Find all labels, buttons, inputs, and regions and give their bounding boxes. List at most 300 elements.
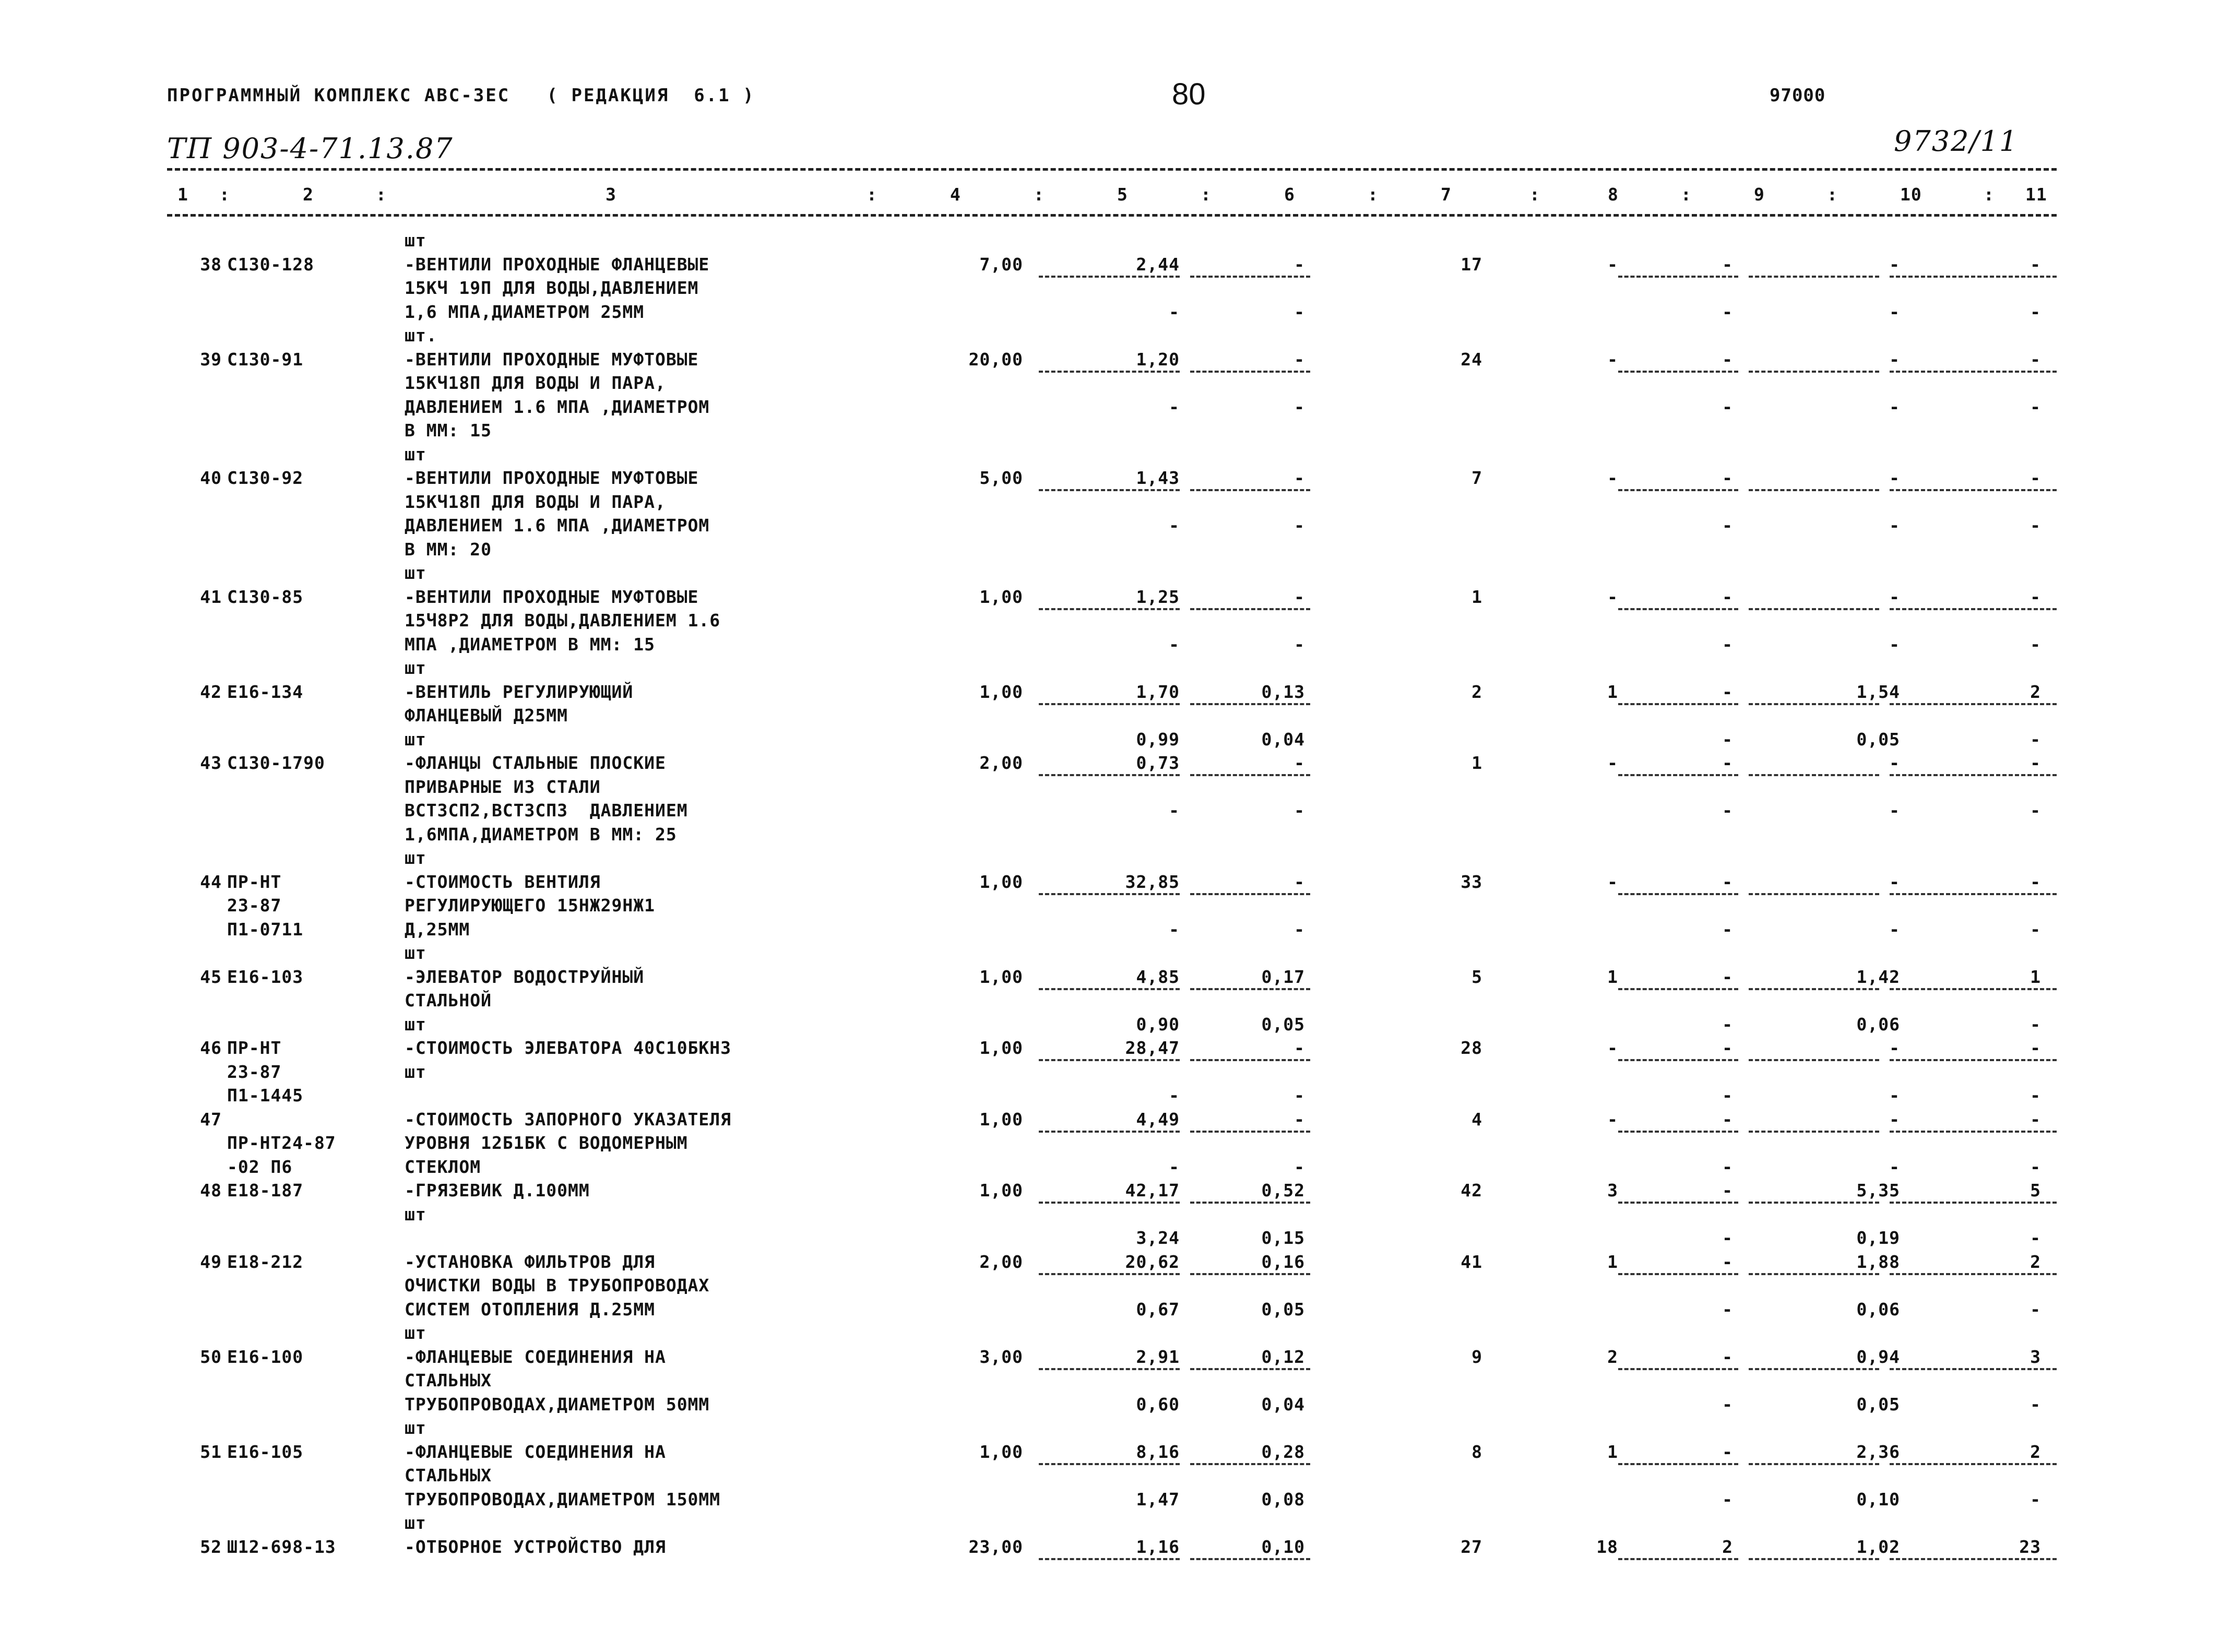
cell-c6: 0,05 xyxy=(1261,1014,1305,1035)
cell-c5: 42,17 xyxy=(1125,1180,1180,1201)
value-separator xyxy=(1190,371,1310,373)
cell-c9: - xyxy=(1722,1299,1733,1320)
cell-c11: - xyxy=(2030,1228,2041,1248)
cell-c9: - xyxy=(1722,1394,1733,1415)
value-separator xyxy=(1039,371,1180,373)
cell-text: -ФЛАНЦЕВЫЕ СОЕДИНЕНИЯ НА xyxy=(405,1441,666,1462)
cell-c10: 1,42 xyxy=(1856,966,1900,987)
cell-c9: - xyxy=(1722,515,1733,536)
value-separator xyxy=(1039,608,1180,610)
cell-text: 15КЧ18П ДЛЯ ВОДЫ И ПАРА, xyxy=(405,373,666,393)
cell-c8: - xyxy=(1607,586,1618,607)
stamp-number: 97000 xyxy=(1770,85,1826,106)
cell-c7: 2 xyxy=(1472,681,1482,702)
cell-c6: 0,52 xyxy=(1261,1180,1305,1201)
cell-c4: 1,00 xyxy=(979,586,1023,607)
value-separator xyxy=(1618,1368,1738,1370)
cell-c5: 1,16 xyxy=(1136,1536,1180,1557)
cell-c8: - xyxy=(1607,254,1618,275)
cell-c4: 1,00 xyxy=(979,1180,1023,1201)
value-separator xyxy=(1618,1059,1738,1061)
cell-c7: 41 xyxy=(1461,1251,1482,1272)
cell-c5: 28,47 xyxy=(1125,1038,1180,1058)
value-separator xyxy=(1890,1368,2057,1370)
cell-code: Е18-212 xyxy=(227,1251,304,1272)
cell-c6: 0,28 xyxy=(1261,1441,1305,1462)
cell-c11: - xyxy=(2030,1394,2041,1415)
column-header-cell: 4 xyxy=(950,184,961,205)
cell-text: -ВЕНТИЛИ ПРОХОДНЫЕ МУФТОВЫЕ xyxy=(405,468,699,488)
value-separator xyxy=(1890,1202,2057,1204)
cell-c5: - xyxy=(1169,634,1180,655)
cell-c11: - xyxy=(2030,753,2041,773)
cell-c10: 2,36 xyxy=(1856,1441,1900,1462)
cell-c6: - xyxy=(1294,349,1305,370)
value-separator xyxy=(1039,489,1180,491)
cell-text: ВСТЗСП2,ВСТЗСПЗ ДАВЛЕНИЕМ xyxy=(405,800,688,821)
cell-c9: - xyxy=(1722,729,1733,750)
cell-text: шт xyxy=(405,563,426,583)
value-separator xyxy=(1890,988,2057,990)
cell-n: 42 xyxy=(200,681,222,702)
column-header-cell: 11 xyxy=(2025,184,2047,205)
cell-c10: - xyxy=(1889,753,1900,773)
cell-c5: 32,85 xyxy=(1125,871,1180,892)
cell-c11: - xyxy=(2030,1038,2041,1058)
cell-text: УРОВНЯ 12Б1БК С ВОДОМЕРНЫМ xyxy=(405,1133,688,1153)
cell-text: ПРИВАРНЫЕ ИЗ СТАЛИ xyxy=(405,776,601,797)
cell-c5: - xyxy=(1169,515,1180,536)
cell-text: -УСТАНОВКА ФИЛЬТРОВ ДЛЯ xyxy=(405,1251,655,1272)
value-separator xyxy=(1749,371,1879,373)
cell-c11: - xyxy=(2030,800,2041,821)
cell-c7: 33 xyxy=(1461,871,1482,892)
cell-c11: - xyxy=(2030,586,2041,607)
cell-c10: 0,05 xyxy=(1856,1394,1900,1415)
cell-c7: 4 xyxy=(1472,1109,1482,1130)
column-header-cell: : xyxy=(376,184,387,205)
cell-text: СИСТЕМ ОТОПЛЕНИЯ Д.25ММ xyxy=(405,1299,655,1320)
cell-c4: 2,00 xyxy=(979,753,1023,773)
value-separator xyxy=(1749,988,1879,990)
cell-c10: - xyxy=(1889,468,1900,488)
cell-text: 15Ч8Р2 ДЛЯ ВОДЫ,ДАВЛЕНИЕМ 1.6 xyxy=(405,610,721,631)
cell-n: 48 xyxy=(200,1180,222,1201)
cell-c6: - xyxy=(1294,1156,1305,1177)
cell-text: ФЛАНЦЕВЫЙ Д25ММ xyxy=(405,705,568,726)
program-header: ПРОГРАММНЫЙ КОМПЛЕКС АВС-ЗЕС ( РЕДАКЦИЯ 6.1 ) xyxy=(167,85,755,106)
value-separator xyxy=(1890,703,2057,705)
value-separator xyxy=(1749,1202,1879,1204)
cell-code: ПР-НТ xyxy=(227,1038,282,1058)
cell-c8: - xyxy=(1607,349,1618,370)
cell-c9: - xyxy=(1722,800,1733,821)
cell-text: СТАЛЬНЫХ xyxy=(405,1370,492,1390)
cell-c10: 0,05 xyxy=(1856,729,1900,750)
cell-c11: - xyxy=(2030,349,2041,370)
value-separator xyxy=(1039,1558,1180,1560)
column-header-cell: : xyxy=(1681,184,1692,205)
cell-code: С130-92 xyxy=(227,468,304,488)
cell-c11: - xyxy=(2030,254,2041,275)
cell-text: МПА ,ДИАМЕТРОМ В ММ: 15 xyxy=(405,634,655,655)
value-separator xyxy=(1890,774,2057,776)
cell-c5: 1,70 xyxy=(1136,681,1180,702)
cell-c4: 1,00 xyxy=(979,1109,1023,1130)
column-header-cell: 1 xyxy=(177,184,188,205)
value-separator xyxy=(1039,1273,1180,1275)
column-header-cell: 9 xyxy=(1754,184,1765,205)
value-separator xyxy=(1039,988,1180,990)
cell-c10: - xyxy=(1889,1109,1900,1130)
cell-c5: 20,62 xyxy=(1125,1251,1180,1272)
cell-code: Е16-105 xyxy=(227,1441,304,1462)
value-separator xyxy=(1039,893,1180,895)
value-separator xyxy=(1749,1273,1879,1275)
cell-c9: - xyxy=(1722,634,1733,655)
column-header-cell: : xyxy=(1827,184,1838,205)
value-separator xyxy=(1039,703,1180,705)
cell-text: -СТОИМОСТЬ ЗАПОРНОГО УКАЗАТЕЛЯ xyxy=(405,1109,732,1130)
column-header-cell: 7 xyxy=(1441,184,1452,205)
cell-c8: - xyxy=(1607,1109,1618,1130)
cell-text: В ММ: 20 xyxy=(405,539,492,560)
cell-c5: - xyxy=(1169,800,1180,821)
cell-c5: 0,67 xyxy=(1136,1299,1180,1320)
cell-c10: 0,06 xyxy=(1856,1014,1900,1035)
cell-c6: 0,10 xyxy=(1261,1536,1305,1557)
cell-c11: 2 xyxy=(2030,1251,2041,1272)
cell-text: -ГРЯЗЕВИК Д.100ММ xyxy=(405,1180,590,1201)
cell-n: 44 xyxy=(200,871,222,892)
value-separator xyxy=(1618,988,1738,990)
cell-n: 38 xyxy=(200,254,222,275)
cell-c9: - xyxy=(1722,1251,1733,1272)
value-separator xyxy=(1749,774,1879,776)
value-separator xyxy=(1618,1558,1738,1560)
cell-c5: 2,44 xyxy=(1136,254,1180,275)
cell-c8: 18 xyxy=(1596,1536,1618,1557)
cell-c9: - xyxy=(1722,1180,1733,1201)
cell-text: шт xyxy=(405,1323,426,1343)
cell-n: 41 xyxy=(200,586,222,607)
cell-c7: 24 xyxy=(1461,349,1482,370)
column-header-cell: : xyxy=(1201,184,1212,205)
cell-c10: - xyxy=(1889,254,1900,275)
value-separator xyxy=(1890,1131,2057,1133)
cell-code: С130-128 xyxy=(227,254,314,275)
cell-c10: - xyxy=(1889,871,1900,892)
cell-text: -ВЕНТИЛИ ПРОХОДНЫЕ ФЛАНЦЕВЫЕ xyxy=(405,254,710,275)
cell-text: В ММ: 15 xyxy=(405,420,492,441)
cell-text: ТРУБОПРОВОДАХ,ДИАМЕТРОМ 150ММ xyxy=(405,1489,721,1510)
cell-c10: - xyxy=(1889,919,1900,940)
value-separator xyxy=(1618,371,1738,373)
cell-c10: - xyxy=(1889,634,1900,655)
cell-c6: 0,17 xyxy=(1261,966,1305,987)
value-separator xyxy=(1890,1273,2057,1275)
value-separator xyxy=(1618,276,1738,278)
cell-c7: 28 xyxy=(1461,1038,1482,1058)
cell-code: С130-1790 xyxy=(227,753,325,773)
cell-c7: 8 xyxy=(1472,1441,1482,1462)
cell-c4: 3,00 xyxy=(979,1346,1023,1367)
value-separator xyxy=(1190,1202,1310,1204)
cell-c5: 1,43 xyxy=(1136,468,1180,488)
cell-text: ДАВЛЕНИЕМ 1.6 МПА ,ДИАМЕТРОМ xyxy=(405,396,710,417)
cell-text: -СТОИМОСТЬ ВЕНТИЛЯ xyxy=(405,871,601,892)
cell-c7: 17 xyxy=(1461,254,1482,275)
value-separator xyxy=(1618,703,1738,705)
value-separator xyxy=(1749,1131,1879,1133)
cell-code: П1-0711 xyxy=(227,919,304,940)
cell-text: 1,6 МПА,ДИАМЕТРОМ 25ММ xyxy=(405,301,645,322)
cell-text: -ОТБОРНОЕ УСТРОЙСТВО ДЛЯ xyxy=(405,1536,666,1557)
cell-n: 52 xyxy=(200,1536,222,1557)
cell-n: 49 xyxy=(200,1251,222,1272)
value-separator xyxy=(1190,1368,1310,1370)
column-header-cell: 10 xyxy=(1900,184,1922,205)
cell-c10: 5,35 xyxy=(1856,1180,1900,1201)
cell-c5: - xyxy=(1169,301,1180,322)
cell-c8: - xyxy=(1607,1038,1618,1058)
value-separator xyxy=(1039,774,1180,776)
cell-c10: 0,10 xyxy=(1856,1489,1900,1510)
value-separator xyxy=(1190,1131,1310,1133)
cell-c6: 0,13 xyxy=(1261,681,1305,702)
value-separator xyxy=(1890,893,2057,895)
cell-c9: - xyxy=(1722,254,1733,275)
value-separator xyxy=(1039,1368,1180,1370)
value-separator xyxy=(1749,1558,1879,1560)
value-separator xyxy=(1890,1558,2057,1560)
cell-c4: 1,00 xyxy=(979,1038,1023,1058)
cell-code: Е16-103 xyxy=(227,966,304,987)
cell-c11: 3 xyxy=(2030,1346,2041,1367)
cell-c10: - xyxy=(1889,301,1900,322)
column-header-cell: : xyxy=(867,184,877,205)
cell-c9: - xyxy=(1722,301,1733,322)
cell-c6: - xyxy=(1294,753,1305,773)
cell-c5: - xyxy=(1169,919,1180,940)
cell-text: ОЧИСТКИ ВОДЫ В ТРУБОПРОВОДАХ xyxy=(405,1275,710,1296)
column-header-cell: 3 xyxy=(606,184,616,205)
cell-c11: 2 xyxy=(2030,1441,2041,1462)
cell-c9: - xyxy=(1722,1085,1733,1106)
cell-c6: - xyxy=(1294,1038,1305,1058)
cell-c8: 1 xyxy=(1607,1441,1618,1462)
cell-n: 39 xyxy=(200,349,222,370)
cell-code: Ш12-698-13 xyxy=(227,1536,336,1557)
cell-c10: 0,19 xyxy=(1856,1228,1900,1248)
cell-c9: - xyxy=(1722,966,1733,987)
cell-code: П1-1445 xyxy=(227,1085,304,1106)
cell-c9: - xyxy=(1722,349,1733,370)
cell-c11: - xyxy=(2030,871,2041,892)
cell-c9: - xyxy=(1722,396,1733,417)
cell-c10: 0,94 xyxy=(1856,1346,1900,1367)
sheet-code: 9732/11 xyxy=(1894,125,2019,158)
cell-c6: 0,08 xyxy=(1261,1489,1305,1510)
cell-code: 23-87 xyxy=(227,1061,282,1082)
cell-c6: - xyxy=(1294,301,1305,322)
cell-c5: 1,20 xyxy=(1136,349,1180,370)
value-separator xyxy=(1190,893,1310,895)
cell-text: -ВЕНТИЛЬ РЕГУЛИРУЮЩИЙ xyxy=(405,681,634,702)
cell-c5: 0,99 xyxy=(1136,729,1180,750)
cell-c8: 3 xyxy=(1607,1180,1618,1201)
cell-c8: - xyxy=(1607,468,1618,488)
cell-c6: 0,16 xyxy=(1261,1251,1305,1272)
project-code: ТП 903-4-71.13.87 xyxy=(167,132,454,165)
value-separator xyxy=(1039,1131,1180,1133)
cell-c10: 0,06 xyxy=(1856,1299,1900,1320)
cell-code: 23-87 xyxy=(227,895,282,916)
cell-c10: - xyxy=(1889,515,1900,536)
cell-c4: 20,00 xyxy=(968,349,1023,370)
header-bottom-rule xyxy=(167,214,2057,217)
value-separator xyxy=(1749,608,1879,610)
cell-text: шт xyxy=(405,658,426,678)
cell-c10: 1,54 xyxy=(1856,681,1900,702)
cell-c9: - xyxy=(1722,1228,1733,1248)
cell-c9: - xyxy=(1722,1156,1733,1177)
value-separator xyxy=(1749,1059,1879,1061)
value-separator xyxy=(1190,774,1310,776)
cell-c8: 1 xyxy=(1607,1251,1618,1272)
column-header-cell: : xyxy=(219,184,230,205)
cell-c8: 1 xyxy=(1607,966,1618,987)
value-separator xyxy=(1749,489,1879,491)
cell-c6: 0,04 xyxy=(1261,729,1305,750)
cell-text: СТАЛЬНОЙ xyxy=(405,990,492,1011)
value-separator xyxy=(1890,489,2057,491)
cell-c8: - xyxy=(1607,753,1618,773)
value-separator xyxy=(1749,1463,1879,1465)
value-separator xyxy=(1039,1202,1180,1204)
value-separator xyxy=(1618,489,1738,491)
value-separator xyxy=(1618,1131,1738,1133)
cell-c5: 0,90 xyxy=(1136,1014,1180,1035)
cell-c9: - xyxy=(1722,681,1733,702)
cell-text: -ВЕНТИЛИ ПРОХОДНЫЕ МУФТОВЫЕ xyxy=(405,349,699,370)
cell-text: шт xyxy=(405,943,426,963)
cell-text: РЕГУЛИРУЮЩЕГО 15НЖ29НЖ1 xyxy=(405,895,655,916)
value-separator xyxy=(1190,1059,1310,1061)
value-separator xyxy=(1890,608,2057,610)
cell-c6: 0,12 xyxy=(1261,1346,1305,1367)
cell-text: шт xyxy=(405,1513,426,1533)
cell-c5: 0,73 xyxy=(1136,753,1180,773)
cell-text: шт xyxy=(405,1418,426,1438)
cell-code: Е16-134 xyxy=(227,681,304,702)
column-header-cell: 8 xyxy=(1608,184,1619,205)
cell-c5: 8,16 xyxy=(1136,1441,1180,1462)
cell-c11: - xyxy=(2030,1085,2041,1106)
cell-c11: - xyxy=(2030,1489,2041,1510)
column-header-cell: : xyxy=(1368,184,1379,205)
cell-code: -02 П6 xyxy=(227,1156,293,1177)
value-separator xyxy=(1890,1059,2057,1061)
cell-c11: - xyxy=(2030,919,2041,940)
cell-c11: - xyxy=(2030,1109,2041,1130)
value-separator xyxy=(1890,276,2057,278)
cell-c6: - xyxy=(1294,919,1305,940)
value-separator xyxy=(1190,489,1310,491)
cell-text: СТАЛЬНЫХ xyxy=(405,1465,492,1485)
cell-c5: - xyxy=(1169,396,1180,417)
cell-c8: 2 xyxy=(1607,1346,1618,1367)
cell-c5: 2,91 xyxy=(1136,1346,1180,1367)
cell-code: Е16-100 xyxy=(227,1346,304,1367)
cell-c9: - xyxy=(1722,753,1733,773)
value-separator xyxy=(1618,1273,1738,1275)
cell-code: С130-85 xyxy=(227,586,304,607)
cell-c10: - xyxy=(1889,1156,1900,1177)
cell-c11: 2 xyxy=(2030,681,2041,702)
cell-text: -ВЕНТИЛИ ПРОХОДНЫЕ МУФТОВЫЕ xyxy=(405,586,699,607)
cell-c9: - xyxy=(1722,1489,1733,1510)
value-separator xyxy=(1039,276,1180,278)
cell-c6: 0,15 xyxy=(1261,1228,1305,1248)
cell-c6: - xyxy=(1294,871,1305,892)
header-top-rule xyxy=(167,168,2057,171)
cell-c9: - xyxy=(1722,871,1733,892)
cell-c4: 1,00 xyxy=(979,966,1023,987)
cell-text: шт xyxy=(405,848,426,868)
column-header-cell: 2 xyxy=(303,184,314,205)
cell-c7: 27 xyxy=(1461,1536,1482,1557)
cell-c6: - xyxy=(1294,515,1305,536)
value-separator xyxy=(1749,1368,1879,1370)
cell-c4: 5,00 xyxy=(979,468,1023,488)
cell-c5: 4,85 xyxy=(1136,966,1180,987)
value-separator xyxy=(1618,608,1738,610)
cell-c10: - xyxy=(1889,586,1900,607)
cell-text: -ФЛАНЦЫ СТАЛЬНЫЕ ПЛОСКИЕ xyxy=(405,753,666,773)
cell-c6: - xyxy=(1294,468,1305,488)
cell-c6: - xyxy=(1294,634,1305,655)
value-separator xyxy=(1039,1463,1180,1465)
cell-c10: - xyxy=(1889,800,1900,821)
cell-c6: - xyxy=(1294,1109,1305,1130)
cell-c11: - xyxy=(2030,729,2041,750)
cell-c6: - xyxy=(1294,254,1305,275)
cell-c6: - xyxy=(1294,586,1305,607)
cell-c9: 2 xyxy=(1722,1536,1733,1557)
cell-c11: - xyxy=(2030,468,2041,488)
cell-c6: - xyxy=(1294,1085,1305,1106)
value-separator xyxy=(1190,276,1310,278)
cell-c5: 3,24 xyxy=(1136,1228,1180,1248)
cell-n: 46 xyxy=(200,1038,222,1058)
value-separator xyxy=(1039,1059,1180,1061)
cell-c5: - xyxy=(1169,1156,1180,1177)
cell-c4: 1,00 xyxy=(979,681,1023,702)
cell-c9: - xyxy=(1722,1014,1733,1035)
cell-c9: - xyxy=(1722,1441,1733,1462)
value-separator xyxy=(1190,1273,1310,1275)
cell-c4: 7,00 xyxy=(979,254,1023,275)
cell-text: -ФЛАНЦЕВЫЕ СОЕДИНЕНИЯ НА xyxy=(405,1346,666,1367)
cell-code: Е18-187 xyxy=(227,1180,304,1201)
cell-code: ПР-НТ24-87 xyxy=(227,1133,336,1153)
cell-c11: - xyxy=(2030,1299,2041,1320)
cell-c5: - xyxy=(1169,1085,1180,1106)
cell-c5: 0,60 xyxy=(1136,1394,1180,1415)
cell-c5: 4,49 xyxy=(1136,1109,1180,1130)
cell-text: шт xyxy=(405,1014,426,1035)
